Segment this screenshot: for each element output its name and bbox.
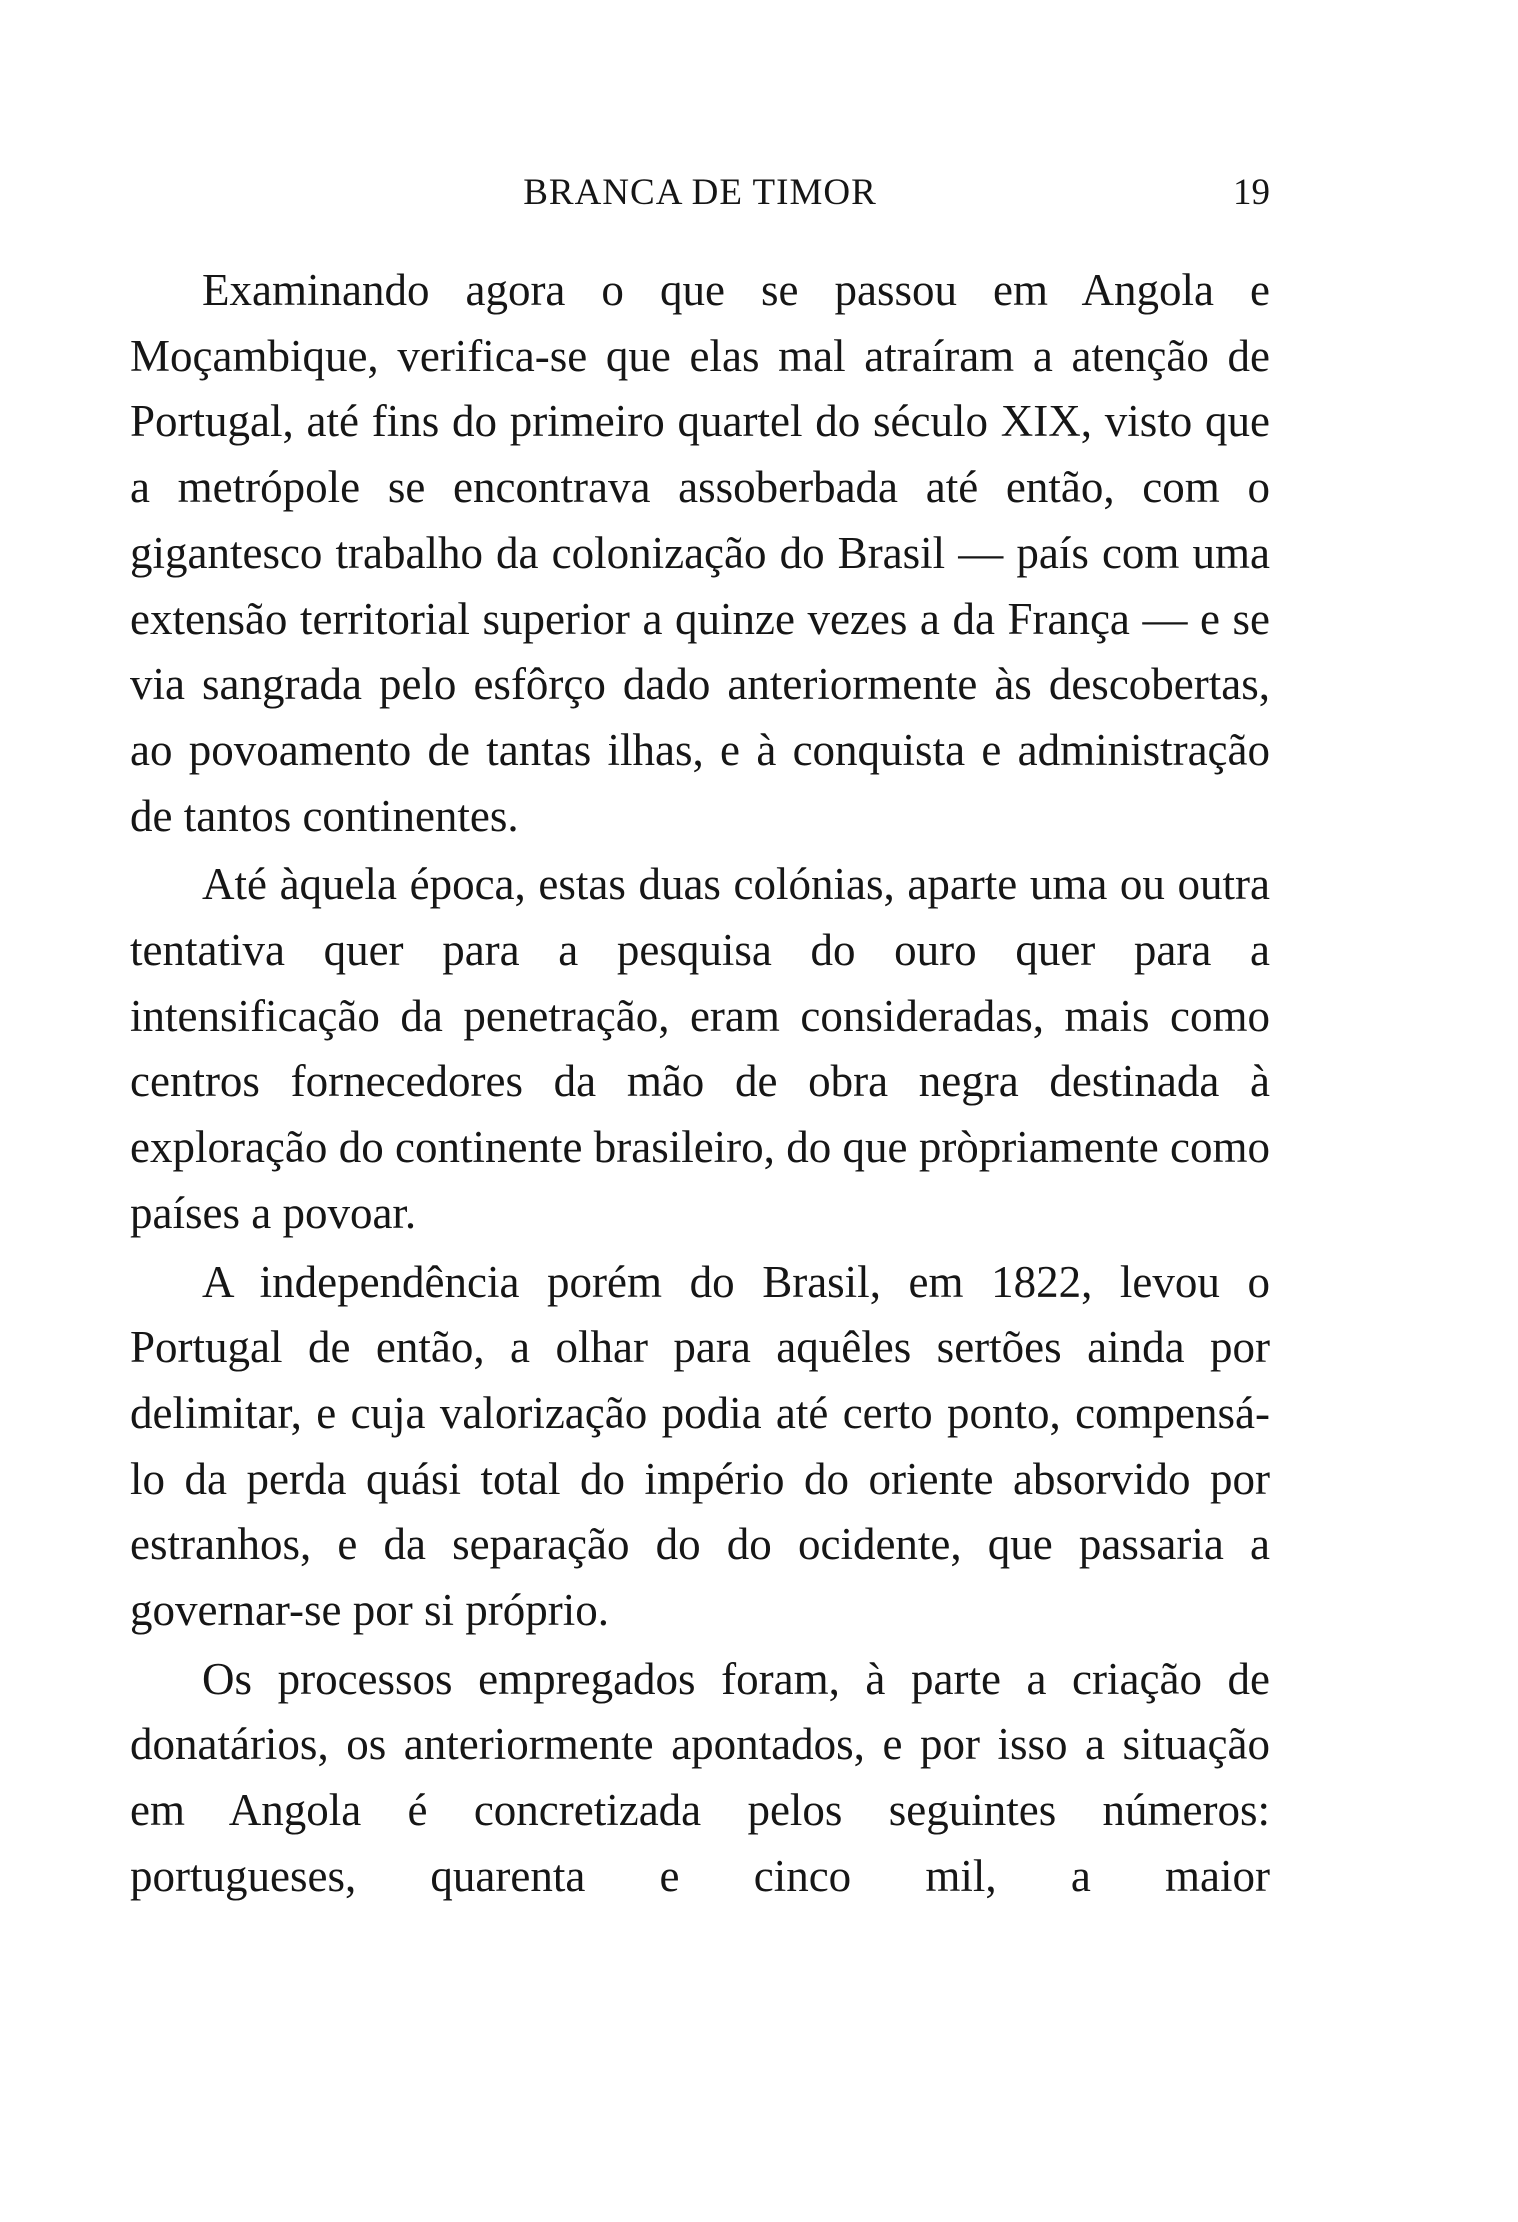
body-text bbox=[130, 258, 1270, 1910]
running-header bbox=[130, 168, 1270, 218]
paragraph-2: Até àquela época, estas duas colónias, aparte uma ou outra tentativa quer para a pesquisa do ouro quer para a intensificação da penetração, eram consideradas, mais como centros fornecedores da mão de obra negra destinada à exploração do continente brasileiro, do que pròpriamente como países a povoar. bbox=[130, 859, 1270, 1238]
paragraph-3: A independência porém do Brasil, em 1822, levou o Portugal de então, a olhar para aquêles sertões ainda por delimitar, e cuja valorização podia até certo ponto, compensá-lo da perda quási total do império do oriente absorvido por estranhos, e da separação do do ocidente, que passaria a governar-se por si próprio. bbox=[130, 1256, 1270, 1636]
paragraph-1: Examinando agora o que se passou em Angola e Moçambique, verifica-se que elas mal atraíram a atenção de Portugal, até fins do primeiro quartel do século XIX, visto que a metrópole se encontrava assoberbada até então, com o gigantesco trabalho da colonização do Brasil — país com uma extensão territorial superior a quinze vezes a da França — e se via sangrada pelo esfôrço dado anteriormente às descobertas, ao povoamento de tantas ilhas, e à conquista e administração de tantos continentes. bbox=[130, 265, 1270, 841]
running-title: BRANCA DE TIMOR bbox=[523, 172, 877, 213]
paragraph-4: Os processos empregados foram, à parte a criação de donatários, os anteriormente apontados, e por isso a situação em Angola é concretizada pelos seguintes números: portugueses, quarenta e cinco mil, a maior bbox=[130, 1653, 1270, 1901]
page-number: 19 bbox=[1233, 172, 1270, 213]
